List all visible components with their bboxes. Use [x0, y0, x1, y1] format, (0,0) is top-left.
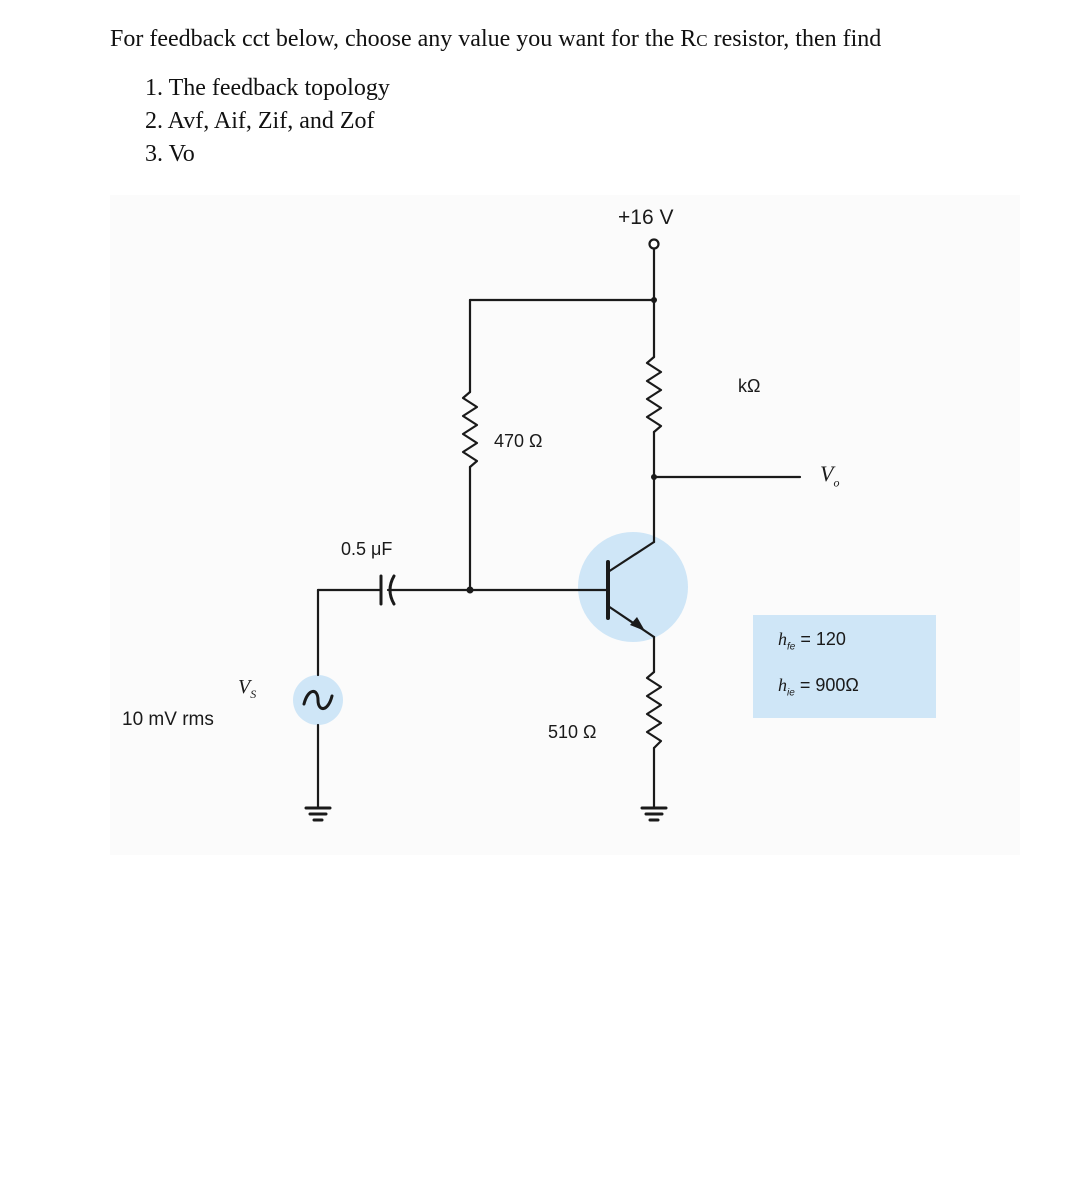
supply-label: +16 V: [618, 206, 674, 229]
param-hfe: [778, 630, 846, 653]
hfe-symbol: h: [778, 629, 787, 649]
vs-label-subscript: S: [250, 687, 257, 701]
rb-label: 470 Ω: [494, 431, 543, 451]
rc-resistor: [647, 357, 661, 432]
task-item-3: 3. Vo: [145, 141, 195, 167]
re-resistor: [647, 672, 661, 748]
hfe-subscript: fe: [787, 641, 796, 653]
rc-label: kΩ: [738, 376, 761, 396]
vo-label-symbol: V: [820, 461, 834, 486]
junction-base: [467, 587, 474, 594]
junction-output: [651, 474, 657, 480]
hie-value: = 900Ω: [799, 675, 859, 695]
vo-label-subscript: o: [833, 475, 840, 490]
param-hie: [778, 676, 859, 699]
question-intro-before: For feedback cct below, choose any value you want for the R: [110, 26, 697, 52]
vs-label-symbol: V: [238, 676, 251, 698]
hfe-value: = 120: [800, 629, 846, 649]
rb-resistor: [463, 392, 477, 467]
hie-subscript: ie: [787, 687, 795, 699]
vs-label: [238, 677, 256, 700]
junction-top: [651, 297, 657, 303]
capacitor-label: 0.5 μF: [341, 539, 393, 559]
task-item-1: 1. The feedback topology: [145, 75, 390, 101]
hie-symbol: h: [778, 675, 787, 695]
ground-source-icon: [306, 808, 330, 820]
task-item-2: 2. Avf, Aif, Zif, and Zof: [145, 108, 375, 134]
source-value-label: 10 mV rms: [122, 709, 214, 730]
re-label: 510 Ω: [548, 722, 597, 742]
supply-terminal: [650, 240, 659, 249]
question-intro-after: resistor, then find: [707, 26, 882, 52]
ground-emitter-icon: [642, 808, 666, 820]
question-intro-subscript: C: [696, 31, 708, 50]
vo-label: [820, 463, 839, 488]
